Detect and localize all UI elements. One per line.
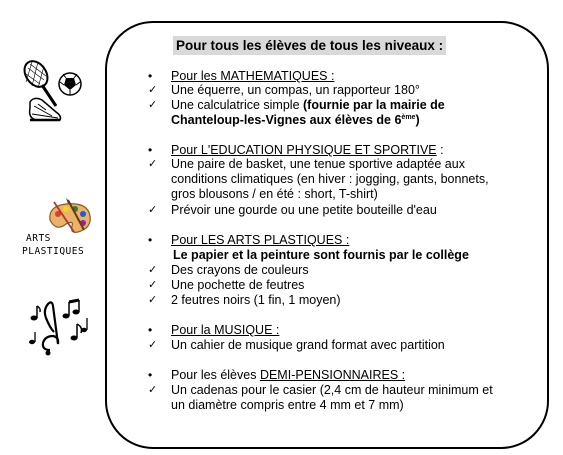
arts-plastiques-label <box>22 232 84 258</box>
eps-item-1-line-1: Une paire de basket, une tenue sportive adaptée aux <box>171 157 465 171</box>
check-bullet: ✓ <box>148 264 158 276</box>
arts-subheading: Le papier et la peinture sont fournis par le collège <box>173 248 469 262</box>
eps-item-1-line-2: conditions climatiques (en hiver : jogging, gants, bonnets, <box>171 172 489 186</box>
music-notes-icon <box>28 298 90 358</box>
check-bullet: ✓ <box>148 84 158 96</box>
music-heading: Pour la MUSIQUE : <box>171 323 280 337</box>
page-title: Pour tous les élèves de tous les niveaux : <box>173 36 446 55</box>
check-bullet: ✓ <box>148 384 158 396</box>
check-bullet: ✓ <box>148 339 158 351</box>
bullet-dot: • <box>148 323 153 337</box>
math-item-1: Une équerre, un compas, un rapporteur 180° <box>171 83 420 97</box>
math-note-line2 <box>171 113 420 128</box>
math-item-2 <box>171 98 445 113</box>
dp-item-line-1: Un cadenas pour le casier (2,4 cm de hauteur minimum et <box>171 383 493 397</box>
arts-item-3: 2 feutres noirs (1 fin, 1 moyen) <box>171 293 341 307</box>
eps-item-2: Prévoir une gourde ou une petite bouteille d'eau <box>171 203 437 217</box>
arts-heading: Pour LES ARTS PLASTIQUES : <box>171 233 350 247</box>
math-item-2-text: Une calculatrice simple <box>171 98 300 112</box>
eps-item-1-line-3: gros blousons / en été : short, T-shirt) <box>171 187 378 201</box>
eps-heading-text: Pour L'EDUCATION PHYSIQUE ET SPORTIVE <box>171 143 437 157</box>
arts-label-line-1: ARTS <box>26 233 51 244</box>
check-bullet: ✓ <box>148 279 158 291</box>
check-bullet: ✓ <box>148 294 158 306</box>
math-note-sup: ème <box>401 114 416 121</box>
bullet-dot: • <box>148 143 153 157</box>
math-note-end: ) <box>415 113 420 127</box>
dp-heading <box>171 368 405 383</box>
arts-label-line-2: PLASTIQUES <box>22 246 85 257</box>
arts-item-1: Des crayons de couleurs <box>171 263 309 277</box>
math-heading: Pour les MATHEMATIQUES : <box>171 69 335 83</box>
bullet-dot: • <box>148 69 153 83</box>
dp-heading-prefix: Pour les élèves <box>171 368 260 382</box>
bullet-dot: • <box>148 368 153 382</box>
arts-item-2: Une pochette de feutres <box>171 278 305 292</box>
dp-item-line-2: un diamètre compris entre 4 mm et 7 mm) <box>171 398 404 412</box>
check-bullet: ✓ <box>148 204 158 216</box>
eps-heading <box>171 143 444 158</box>
dp-heading-underlined: DEMI-PENSIONNAIRES : <box>259 368 406 382</box>
music-item-1: Un cahier de musique grand format avec partition <box>171 338 445 352</box>
check-bullet: ✓ <box>148 158 158 170</box>
check-bullet: ✓ <box>148 99 158 111</box>
bullet-dot: • <box>148 233 153 247</box>
math-note-part1: (fournie par la mairie de <box>303 98 445 112</box>
eps-heading-colon: : <box>436 143 444 157</box>
sports-icon <box>16 58 82 126</box>
math-note-part2: Chanteloup-les-Vignes aux élèves de 6 <box>171 113 402 127</box>
